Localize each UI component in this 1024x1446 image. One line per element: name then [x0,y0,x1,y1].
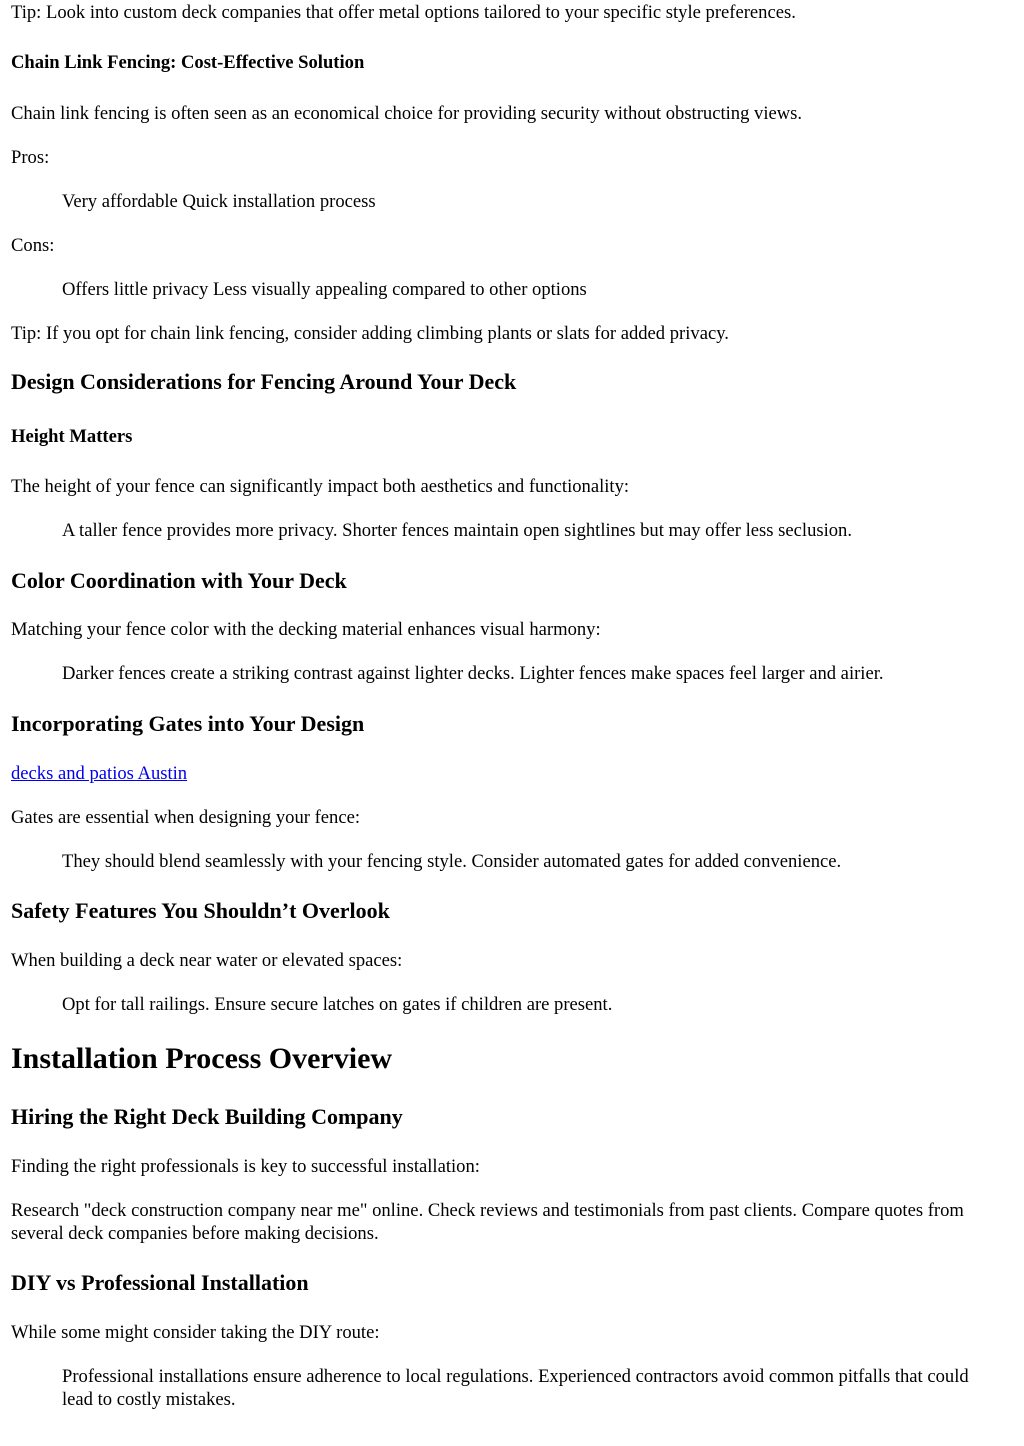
safety-items: Opt for tall railings. Ensure secure latches on gates if children are present. [62,994,613,1015]
diy-intro: While some might consider taking the DIY route: [11,1322,380,1343]
height-matters-heading: Height Matters [11,426,133,447]
cons-label: Cons: [11,235,55,256]
pros-items: Very affordable Quick installation process [62,191,376,212]
tip-custom-metal: Tip: Look into custom deck companies that offer metal options tailored to your specific style preferences. [11,2,796,23]
pros-label: Pros: [11,147,50,168]
decks-patios-austin-link[interactable]: decks and patios Austin [11,763,188,784]
height-intro: The height of your fence can significantly impact both aesthetics and functionality: [11,476,630,497]
design-considerations-heading: Design Considerations for Fencing Around Your Deck [11,369,517,394]
hiring-intro: Finding the right professionals is key to successful installation: [11,1156,480,1177]
safety-features-heading: Safety Features You Shouldn’t Overlook [11,898,390,923]
gates-intro: Gates are essential when designing your fence: [11,807,361,828]
link-paragraph [11,762,187,785]
color-coordination-heading: Color Coordination with Your Deck [11,568,347,593]
tip-chain-link: Tip: If you opt for chain link fencing, consider adding climbing plants or slats for added privacy. [11,323,729,344]
color-items: Darker fences create a striking contrast against lighter decks. Lighter fences make spaces feel larger and airier. [62,663,884,684]
color-intro: Matching your fence color with the decking material enhances visual harmony: [11,619,601,640]
diy-vs-professional-heading: DIY vs Professional Installation [11,1270,309,1295]
diy-items: Professional installations ensure adherence to local regulations. Experienced contractors avoid common pitfalls that could lead to costly mistakes. [62,1366,969,1410]
safety-intro: When building a deck near water or elevated spaces: [11,950,403,971]
chain-link-heading: Chain Link Fencing: Cost-Effective Solution [11,52,365,73]
height-items: A taller fence provides more privacy. Shorter fences maintain open sightlines but may offer less seclusion. [62,520,853,541]
cons-items: Offers little privacy Less visually appealing compared to other options [62,279,587,300]
hiring-items: Research "deck construction company near me" online. Check reviews and testimonials from past clients. Compare quotes from several deck companies before making decisions. [11,1200,964,1244]
installation-overview-heading: Installation Process Overview [11,1042,393,1075]
gates-items: They should blend seamlessly with your fencing style. Consider automated gates for added convenience. [62,851,842,872]
hiring-heading: Hiring the Right Deck Building Company [11,1104,403,1129]
chain-link-intro: Chain link fencing is often seen as an economical choice for providing security without obstructing views. [11,103,803,124]
gates-heading: Incorporating Gates into Your Design [11,711,365,736]
